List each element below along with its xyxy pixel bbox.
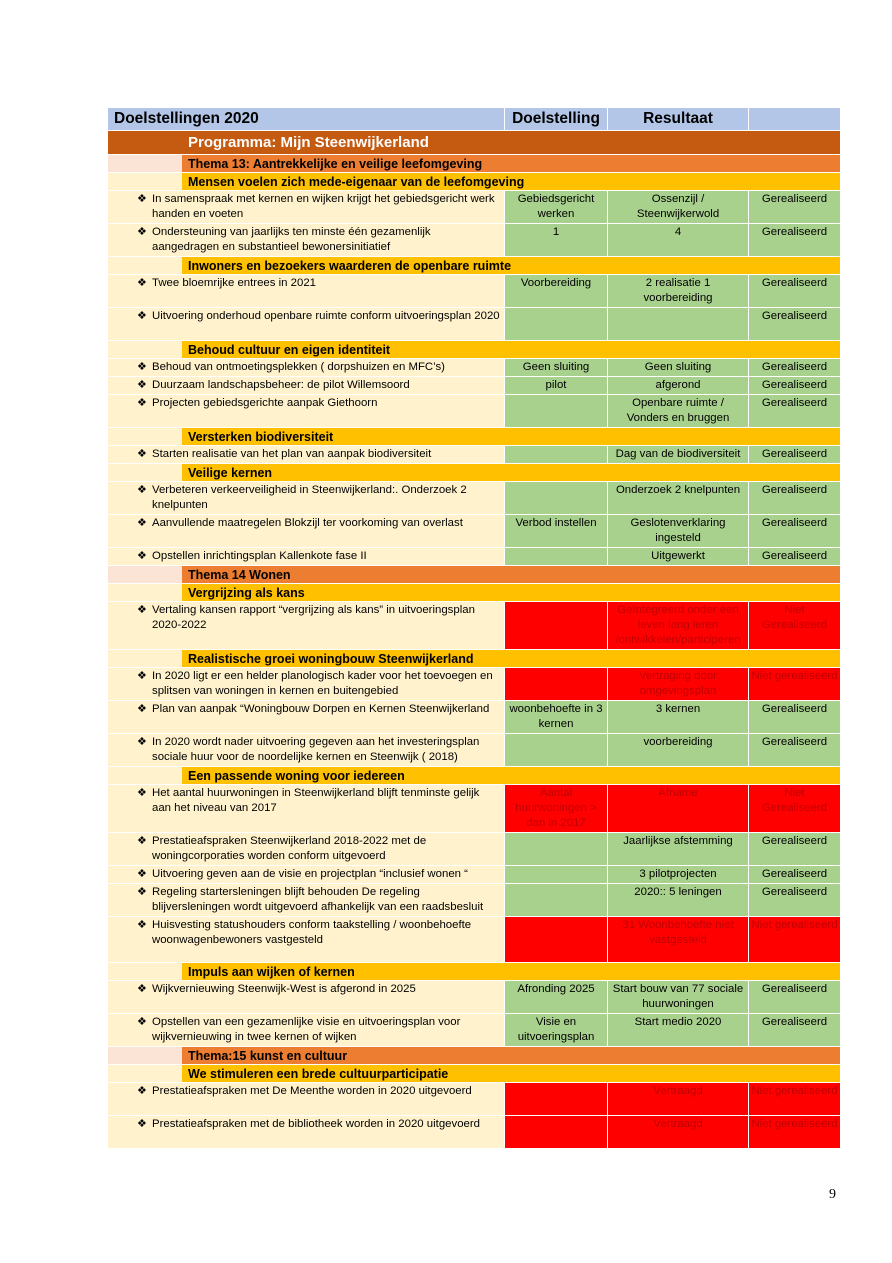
status-value: Gerealiseerd [749, 359, 840, 376]
status-value: Gerealiseerd [749, 866, 840, 883]
row-indent [108, 131, 182, 154]
result-value: 2020:: 5 leningen [608, 884, 749, 916]
subtheme-row [108, 173, 840, 191]
goal-text [108, 446, 505, 463]
result-value: Start medio 2020 [608, 1014, 749, 1046]
goal-text [108, 981, 505, 1013]
goal-label: Wijkvernieuwing Steenwijk-West is afgerond in 2025 [152, 983, 416, 995]
goal-text [108, 482, 505, 514]
page-number: 9 [829, 1187, 836, 1202]
theme-title: Thema 13: Aantrekkelijke en veilige leefomgeving [188, 157, 483, 171]
result-value: 4 [608, 224, 749, 256]
target-value [505, 548, 608, 565]
goal-text [108, 833, 505, 865]
table-row [108, 1083, 840, 1116]
bullet-icon: ❖ [137, 919, 147, 931]
result-value: Jaarlijkse afstemming [608, 833, 749, 865]
goal-text [108, 884, 505, 916]
goal-text [108, 395, 505, 427]
bullet-icon: ❖ [137, 448, 147, 460]
goal-text [108, 668, 505, 700]
goal-text [108, 734, 505, 766]
table-row [108, 275, 840, 308]
row-indent [108, 566, 182, 583]
target-value [505, 602, 608, 649]
row-indent [108, 155, 182, 172]
row-indent [108, 341, 182, 358]
goal-text [108, 377, 505, 394]
sub-title: We stimuleren een brede cultuurparticipatie [188, 1067, 449, 1081]
row-indent [108, 257, 182, 274]
target-value: Voorbereiding [505, 275, 608, 307]
goals-table [108, 108, 840, 1149]
bullet-icon: ❖ [137, 397, 147, 409]
table-row [108, 734, 840, 767]
target-value [505, 734, 608, 766]
sub-title: Impuls aan wijken of kernen [188, 965, 355, 979]
row-indent [108, 173, 182, 190]
sub-title: Mensen voelen zich mede-eigenaar van de leefomgeving [188, 175, 525, 189]
table-row [108, 701, 840, 734]
goal-label: Regeling startersleningen blijft behouden De regeling blijversleningen wordt uitgevoerd afhankelijk van een raadsbesluit [152, 886, 484, 913]
result-value: Onderzoek 2 knelpunten [608, 482, 749, 514]
target-value: Geen sluiting [505, 359, 608, 376]
bullet-icon: ❖ [137, 670, 147, 682]
subtheme-row [108, 650, 840, 668]
goal-label: Behoud van ontmoetingsplekken ( dorpshuizen en MFC’s) [152, 361, 445, 373]
goal-label: Prestatieafspraken Steenwijkerland 2018-2022 met de woningcorporaties worden conform uitgevoerd [152, 835, 427, 862]
goal-text [108, 515, 505, 547]
target-value [505, 395, 608, 427]
result-value: 3 kernen [608, 701, 749, 733]
row-indent [108, 1065, 182, 1082]
status-value: Gerealiseerd [749, 224, 840, 256]
target-value [505, 833, 608, 865]
goal-label: Twee bloemrijke entrees in 2021 [152, 277, 316, 289]
bullet-icon: ❖ [137, 277, 147, 289]
bullet-icon: ❖ [137, 604, 147, 616]
status-value: Gerealiseerd [749, 275, 840, 307]
bullet-icon: ❖ [137, 787, 147, 799]
goal-text [108, 701, 505, 733]
goal-label: In 2020 wordt nader uitvoering gegeven aan het investeringsplan sociale huur voor de noordelijke kernen en Steenwijk ( 2018) [152, 736, 480, 763]
result-value: Ossenzijl / Steenwijkerwold [608, 191, 749, 223]
bullet-icon: ❖ [137, 1085, 147, 1097]
header-doelstelling: Doelstelling [505, 108, 608, 130]
result-value: Geslotenverklaring ingesteld [608, 515, 749, 547]
subtheme-row [108, 963, 840, 981]
subtheme-row [108, 1065, 840, 1083]
result-value [608, 308, 749, 340]
row-indent [108, 767, 182, 784]
goal-text [108, 1083, 505, 1115]
status-value: Niet Gerealiseerd [749, 602, 840, 649]
goal-label: Uitvoering geven aan de visie en projectplan “inclusief wonen “ [152, 868, 468, 880]
theme-row [108, 155, 840, 173]
status-value: Gerealiseerd [749, 701, 840, 733]
target-value: woonbehoefte in 3 kernen [505, 701, 608, 733]
subtheme-row [108, 767, 840, 785]
goal-label: In samenspraak met kernen en wijken krijgt het gebiedsgericht werk handen en voeten [152, 193, 495, 220]
goal-text [108, 191, 505, 223]
target-value: Verbod instellen [505, 515, 608, 547]
goal-label: Vertaling kansen rapport “vergrijzing als kans” in uitvoeringsplan 2020-2022 [152, 604, 475, 631]
subtheme-row [108, 584, 840, 602]
target-value: pilot [505, 377, 608, 394]
sub-title: Vergrijzing als kans [188, 586, 305, 600]
row-indent [108, 650, 182, 667]
result-value: Afname [608, 785, 749, 832]
status-value: Niet gerealiseerd [749, 1116, 840, 1148]
bullet-icon: ❖ [137, 1118, 147, 1130]
bullet-icon: ❖ [137, 517, 147, 529]
goal-text [108, 1014, 505, 1046]
status-value: Gerealiseerd [749, 884, 840, 916]
target-value [505, 446, 608, 463]
target-value [505, 668, 608, 700]
goal-text [108, 785, 505, 832]
table-row [108, 515, 840, 548]
table-row [108, 395, 840, 428]
target-value [505, 482, 608, 514]
result-value: Openbare ruimte / Vonders en bruggen [608, 395, 749, 427]
table-row [108, 785, 840, 833]
theme-title: Thema:15 kunst en cultuur [188, 1049, 348, 1063]
program-title: Programma: Mijn Steenwijkerland [188, 134, 429, 151]
goal-label: Opstellen van een gezamenlijke visie en uitvoeringsplan voor wijkvernieuwing in twee kernen of wijken [152, 1016, 461, 1043]
sub-title: Versterken biodiversiteit [188, 430, 334, 444]
target-value [505, 1116, 608, 1148]
sub-title: Behoud cultuur en eigen identiteit [188, 343, 391, 357]
target-value [505, 1083, 608, 1115]
table-row [108, 1116, 840, 1149]
target-value: Gebiedsgericht werken [505, 191, 608, 223]
status-value: Gerealiseerd [749, 548, 840, 565]
subtheme-row [108, 341, 840, 359]
result-value: Vertraging door omgevingsplan [608, 668, 749, 700]
target-value [505, 884, 608, 916]
row-indent [108, 584, 182, 601]
row-indent [108, 1047, 182, 1064]
bullet-icon: ❖ [137, 226, 147, 238]
sub-title: Veilige kernen [188, 466, 273, 480]
result-value: Vertraagd [608, 1083, 749, 1115]
bullet-icon: ❖ [137, 703, 147, 715]
goal-label: Projecten gebiedsgerichte aanpak Giethoorn [152, 397, 378, 409]
goal-label: Plan van aanpak “Woningbouw Dorpen en Kernen Steenwijkerland [152, 703, 490, 715]
goal-text [108, 602, 505, 649]
table-row [108, 668, 840, 701]
goal-label: Huisvesting statushouders conform taakstelling / woonbehoefte woonwagenbewoners vastgesteld [152, 919, 472, 946]
row-indent [108, 963, 182, 980]
goal-label: Duurzaam landschapsbeheer: de pilot Willemsoord [152, 379, 410, 391]
status-value: Gerealiseerd [749, 377, 840, 394]
subtheme-row [108, 464, 840, 482]
bullet-icon: ❖ [137, 310, 147, 322]
status-value: Niet gerealiseerd [749, 668, 840, 700]
goal-text [108, 275, 505, 307]
status-value: Niet Gerealiseerd [749, 785, 840, 832]
result-value: Geen sluiting [608, 359, 749, 376]
goal-label: Prestatieafspraken met De Meenthe worden in 2020 uitgevoerd [152, 1085, 472, 1097]
status-value: Gerealiseerd [749, 482, 840, 514]
bullet-icon: ❖ [137, 736, 147, 748]
target-value [505, 308, 608, 340]
bullet-icon: ❖ [137, 550, 147, 562]
sub-title: Een passende woning voor iedereen [188, 769, 405, 783]
goal-label: Ondersteuning van jaarlijks ten minste één gezamenlijk aangedragen en substantieel bewonersinitiatief [152, 226, 431, 253]
result-value: Start bouw van 77 sociale huurwoningen [608, 981, 749, 1013]
theme-title: Thema 14 Wonen [188, 568, 291, 582]
table-row [108, 884, 840, 917]
result-value: Uitgewerkt [608, 548, 749, 565]
goal-text [108, 308, 505, 340]
table-row [108, 377, 840, 395]
goal-label: Uitvoering onderhoud openbare ruimte conform uitvoeringsplan 2020 [152, 310, 500, 322]
header-status [749, 108, 840, 130]
bullet-icon: ❖ [137, 379, 147, 391]
table-body [108, 131, 840, 1149]
header-resultaat: Resultaat [608, 108, 749, 130]
sub-title: Realistische groei woningbouw Steenwijkerland [188, 652, 474, 666]
bullet-icon: ❖ [137, 361, 147, 373]
table-row [108, 602, 840, 650]
status-value: Gerealiseerd [749, 395, 840, 427]
table-row [108, 1014, 840, 1047]
bullet-icon: ❖ [137, 886, 147, 898]
subtheme-row [108, 428, 840, 446]
table-row [108, 359, 840, 377]
program-row [108, 131, 840, 155]
table-row [108, 981, 840, 1014]
target-value [505, 917, 608, 962]
goal-text [108, 917, 505, 962]
goal-label: In 2020 ligt er een helder planologisch kader voor het toevoegen en splitsen van woningen in kernen en buitengebied [152, 670, 493, 697]
status-value: Gerealiseerd [749, 833, 840, 865]
result-value: Vertraagd [608, 1116, 749, 1148]
table-row [108, 833, 840, 866]
goal-text [108, 548, 505, 565]
header-goals-2020: Doelstellingen 2020 [108, 108, 505, 130]
row-indent [108, 464, 182, 481]
status-value: Gerealiseerd [749, 1014, 840, 1046]
sub-title: Inwoners en bezoekers waarderen de openbare ruimte [188, 259, 512, 273]
target-value: Afronding 2025 [505, 981, 608, 1013]
result-value: afgerond [608, 377, 749, 394]
theme-row [108, 566, 840, 584]
result-value: Geïntegreerd onder een leven lang leren /ontwikkelen/participeren [608, 602, 749, 649]
table-row [108, 482, 840, 515]
bullet-icon: ❖ [137, 835, 147, 847]
bullet-icon: ❖ [137, 1016, 147, 1028]
result-value: 3 pilotprojecten [608, 866, 749, 883]
row-indent [108, 428, 182, 445]
result-value: voorbereiding [608, 734, 749, 766]
table-row [108, 866, 840, 884]
goal-label: Prestatieafspraken met de bibliotheek worden in 2020 uitgevoerd [152, 1118, 481, 1130]
status-value: Gerealiseerd [749, 981, 840, 1013]
bullet-icon: ❖ [137, 983, 147, 995]
result-value: 2 realisatie 1 voorbereiding [608, 275, 749, 307]
status-value: Niet gerealiseerd [749, 917, 840, 962]
goal-label: Verbeteren verkeerveiligheid in Steenwijkerland:. Onderzoek 2 knelpunten [152, 484, 467, 511]
status-value: Niet gerealiseerd [749, 1083, 840, 1115]
target-value: 1 [505, 224, 608, 256]
bullet-icon: ❖ [137, 193, 147, 205]
status-value: Gerealiseerd [749, 446, 840, 463]
goal-text [108, 224, 505, 256]
goal-text [108, 1116, 505, 1148]
result-value: Dag van de biodiversiteit [608, 446, 749, 463]
table-row [108, 548, 840, 566]
target-value: Visie en uitvoeringsplan [505, 1014, 608, 1046]
goal-text [108, 359, 505, 376]
goal-text [108, 866, 505, 883]
target-value: Aantal huurwoningen > dan in 2017 [505, 785, 608, 832]
status-value: Gerealiseerd [749, 308, 840, 340]
table-row [108, 917, 840, 963]
theme-row [108, 1047, 840, 1065]
table-row [108, 308, 840, 341]
bullet-icon: ❖ [137, 484, 147, 496]
table-row [108, 224, 840, 257]
target-value [505, 866, 608, 883]
goal-label: Aanvullende maatregelen Blokzijl ter voorkoming van overlast [152, 517, 463, 529]
result-value: 31 Woonbehoefte niet vastgesteld [608, 917, 749, 962]
goal-label: Opstellen inrichtingsplan Kallenkote fase II [152, 550, 367, 562]
status-value: Gerealiseerd [749, 191, 840, 223]
table-row [108, 446, 840, 464]
goal-label: Het aantal huurwoningen in Steenwijkerland blijft tenminste gelijk aan het niveau van 2017 [152, 787, 480, 814]
table-header [108, 108, 840, 131]
subtheme-row [108, 257, 840, 275]
table-row [108, 191, 840, 224]
goal-label: Starten realisatie van het plan van aanpak biodiversiteit [152, 448, 432, 460]
status-value: Gerealiseerd [749, 515, 840, 547]
bullet-icon: ❖ [137, 868, 147, 880]
status-value: Gerealiseerd [749, 734, 840, 766]
